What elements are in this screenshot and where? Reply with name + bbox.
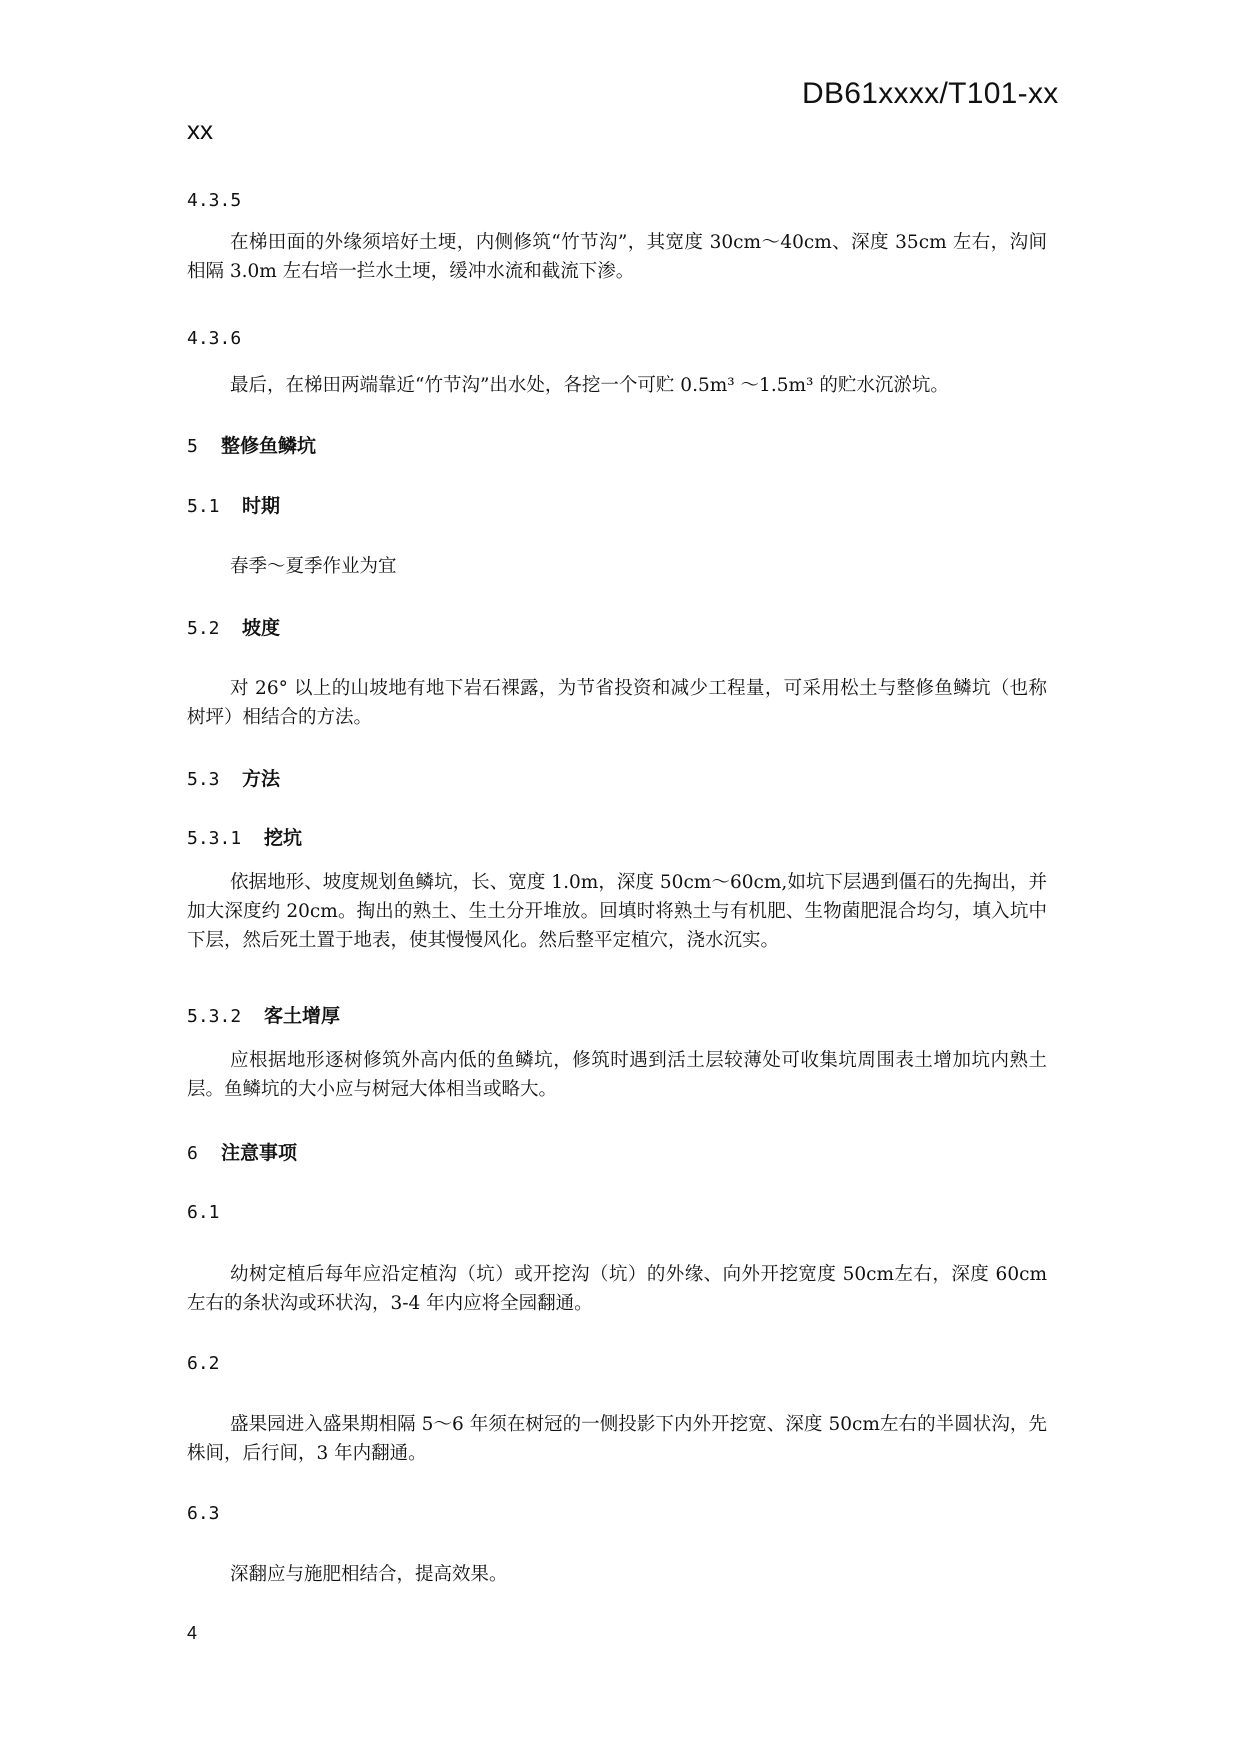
subsection-number: 5.3.1 — [187, 828, 242, 849]
clause-text-6-2: 盛果园进入盛果期相隔 5～6 年须在树冠的一侧投影下内外开挖宽、深度 50cm左右的半圆状沟，先株间，后行间，3 年内翻通。 — [187, 1414, 1047, 1464]
subsection-title: 客土增厚 — [264, 1005, 341, 1027]
section-heading-5-3 — [187, 766, 280, 793]
section-number: 5.2 — [187, 618, 220, 639]
subsection-heading-5-3-1 — [187, 825, 302, 852]
clause-text-6-3: 深翻应与施肥相结合，提高效果。 — [230, 1564, 508, 1585]
subsection-heading-5-3-2 — [187, 1003, 340, 1030]
section-title: 方法 — [242, 768, 281, 790]
chapter-title: 注意事项 — [221, 1142, 298, 1164]
clause-number-6-1: 6.1 — [187, 1202, 220, 1223]
chapter-heading-6 — [187, 1140, 297, 1167]
section-number: 5.3 — [187, 769, 220, 790]
standard-code-header: DB61xxxx/T101-xx — [802, 77, 1059, 110]
clause-number-4-3-5: 4.3.5 — [187, 190, 242, 211]
page-number: 4 — [187, 1623, 198, 1643]
chapter-number: 5 — [187, 436, 198, 457]
section-heading-5-1 — [187, 493, 280, 520]
clause-number-6-3: 6.3 — [187, 1503, 220, 1524]
chapter-heading-5 — [187, 433, 316, 460]
section-number: 5.1 — [187, 496, 220, 517]
section-text-5-1: 春季～夏季作业为宜 — [230, 556, 397, 577]
clause-number-6-2: 6.2 — [187, 1353, 220, 1374]
section-title: 时期 — [242, 495, 281, 517]
subsection-number: 5.3.2 — [187, 1006, 242, 1027]
subsection-title: 挖坑 — [264, 827, 303, 849]
clause-text-4-3-6: 最后，在梯田两端靠近“竹节沟”出水处，各挖一个可贮 0.5m³ ～1.5m³ 的贮水沉淤坑。 — [230, 375, 949, 396]
chapter-title: 整修鱼鳞坑 — [221, 435, 317, 457]
subsection-text-5-3-2: 应根据地形逐树修筑外高内低的鱼鳞坑，修筑时遇到活土层较薄处可收集坑周围表土增加坑内熟土层。鱼鳞坑的大小应与树冠大体相当或略大。 — [187, 1050, 1047, 1100]
clause-text-6-1: 幼树定植后每年应沿定植沟（坑）或开挖沟（坑）的外缘、向外开挖宽度 50cm左右，深度 60cm左右的条状沟或环状沟，3-4 年内应将全园翻通。 — [187, 1264, 1047, 1314]
subsection-text-5-3-1: 依据地形、坡度规划鱼鳞坑，长、宽度 1.0m，深度 50cm～60cm,如坑下层遇到僵石的先掏出，并加大深度约 20cm。掏出的熟土、生土分开堆放。回填时将熟土与有机肥、生物菌肥混合均匀，填入坑中下层，然后死土置于地表，使其慢慢风化。然后整平定植穴，浇水沉实。 — [187, 872, 1047, 951]
standard-code-continuation: xx — [187, 115, 213, 145]
section-text-5-2: 对 26° 以上的山坡地有地下岩石裸露，为节省投资和减少工程量，可采用松土与整修鱼鳞坑（也称树坪）相结合的方法。 — [187, 678, 1047, 728]
clause-text-4-3-5: 在梯田面的外缘须培好土埂，内侧修筑“竹节沟”，其宽度 30cm～40cm、深度 35cm 左右，沟间相隔 3.0m 左右培一拦水土埂，缓冲水流和截流下渗。 — [187, 232, 1047, 282]
section-heading-5-2 — [187, 615, 280, 642]
chapter-number: 6 — [187, 1143, 198, 1164]
clause-number-4-3-6: 4.3.6 — [187, 328, 242, 349]
section-title: 坡度 — [242, 617, 281, 639]
